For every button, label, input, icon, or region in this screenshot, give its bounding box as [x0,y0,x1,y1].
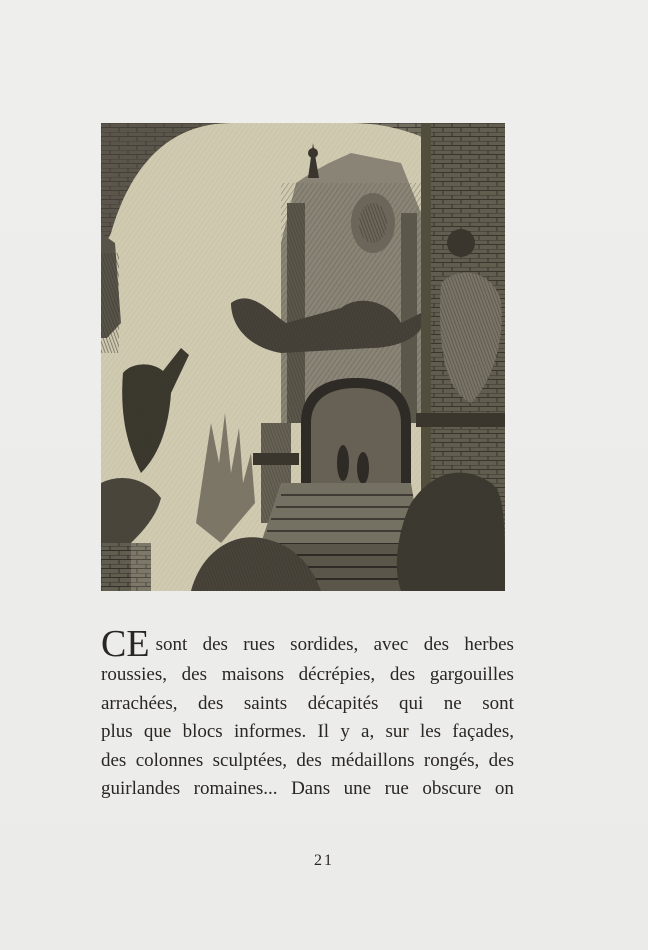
word: Dans [291,778,331,799]
word: plus [101,721,133,742]
text-line-5 [101,747,514,776]
word: sordides, [290,633,359,655]
text-line-1 [101,623,514,665]
word: sont [155,633,188,655]
word: décapités [307,692,379,714]
word: herbes [464,633,514,655]
word: arrachées, [101,692,178,714]
word: guirlandes [101,778,181,799]
word: les [419,721,442,742]
word: romaines... [193,778,278,799]
word: saints [243,692,288,714]
engraving-illustration [101,123,505,591]
word: des [101,749,127,771]
word: rues [243,633,275,655]
ruined-arch-engraving-icon [101,123,505,591]
word: sur [385,721,409,742]
word: qui [398,692,424,714]
first-line-rest [156,631,514,662]
drop-cap: CE [101,623,150,665]
text-line-3 [101,690,514,719]
word: façades, [452,721,514,742]
word: des [202,633,228,655]
word: rue [384,778,409,799]
word: obscure [422,778,482,799]
word: rongés, [423,749,480,771]
text-line-2 [101,661,514,690]
body-paragraph [101,625,514,804]
word: des [423,633,450,655]
word: roussies, [101,664,167,685]
word: a, [361,721,375,742]
word: maisons [221,664,284,685]
word: des [181,664,207,685]
word: sculptées, [212,749,288,771]
word: que [143,721,172,742]
word: gargouilles [429,664,514,685]
text-line-4 [101,718,514,747]
word: colonnes [135,749,204,771]
word: informes. [233,721,307,742]
word: des [198,692,224,714]
word: une [343,778,372,799]
word: des [296,749,322,771]
word: médaillons [331,749,415,771]
page-number: 21 [314,852,334,869]
word: Il [317,721,330,742]
word: sont [482,692,514,714]
word: blocs [182,721,223,742]
word: avec [373,633,409,655]
word: on [494,778,514,799]
text-line-6 [101,775,514,804]
word: décrépies, [298,664,376,685]
word: des [488,749,514,771]
word: y [340,721,350,742]
word: ne [443,692,462,714]
word: des [389,664,416,685]
